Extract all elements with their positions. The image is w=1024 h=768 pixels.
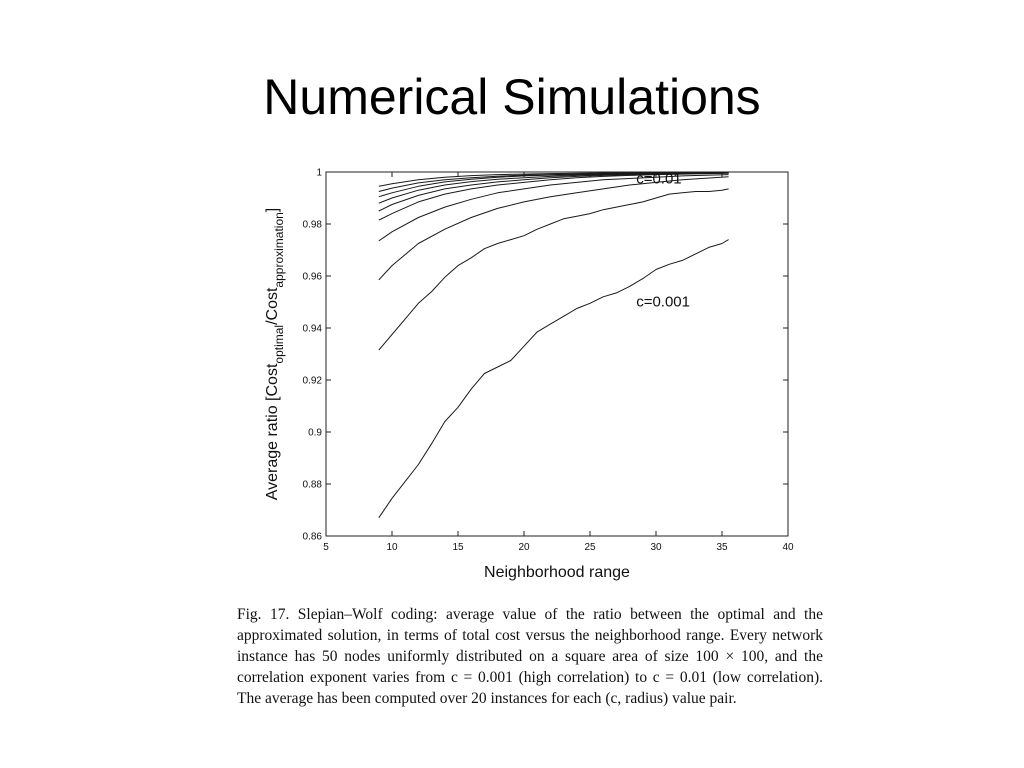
series-line-2: [379, 189, 729, 350]
x-tick-label: 5: [323, 542, 329, 553]
y-tick-label: 0.88: [302, 479, 322, 491]
y-axis-label: [264, 208, 286, 501]
y-tick-label: 0.98: [302, 219, 322, 231]
x-tick-label: 35: [716, 542, 728, 553]
y-label-prefix: Average ratio [Cost: [264, 363, 281, 501]
y-label-sub-approximation: approximation: [272, 212, 286, 288]
y-axis-ticks: [303, 168, 788, 543]
plot-frame: [326, 172, 788, 536]
annotation-c-0-01: c=0.01: [636, 170, 682, 188]
x-tick-label: 30: [650, 542, 662, 553]
y-label-middle: /Cost: [264, 287, 281, 325]
y-label-sub-optimal: optimal: [272, 324, 286, 364]
y-label-suffix: ]: [264, 207, 281, 213]
svg-text:Average ratio [Costoptimal/Cos: [264, 208, 286, 501]
slide-title: Numerical Simulations: [263, 69, 761, 125]
figure-caption: Fig. 17. Slepian–Wolf coding: average value of the ratio between the optimal and the approximated solution, in terms of total cost versus the neighborhood range. Every network instance has 50 nodes uniformly distributed on a square area of size 100 × 100, and the correlation exponent varies from c = 0.001 (high correlation) to c = 0.01 (low correlation). The average has been computed over 20 instances for each (c, radius) value pair.: [237, 606, 823, 707]
annotation-c-0-001: c=0.001: [636, 293, 690, 311]
y-tick-label: 0.96: [302, 271, 322, 283]
series-line-1: [379, 240, 729, 518]
y-tick-label: 0.86: [302, 531, 322, 543]
series-lines: [379, 172, 729, 518]
y-tick-label: 0.92: [302, 375, 322, 387]
x-tick-label: 15: [452, 542, 464, 553]
x-tick-label: 20: [518, 542, 530, 553]
y-tick-label: 0.94: [302, 323, 322, 335]
y-tick-label: 0.9: [308, 427, 322, 439]
x-axis-label: Neighborhood range: [484, 564, 630, 581]
y-tick-label: 1: [316, 167, 322, 179]
x-tick-label: 10: [386, 542, 398, 553]
x-tick-label: 40: [782, 542, 794, 553]
x-tick-label: 25: [584, 542, 596, 553]
